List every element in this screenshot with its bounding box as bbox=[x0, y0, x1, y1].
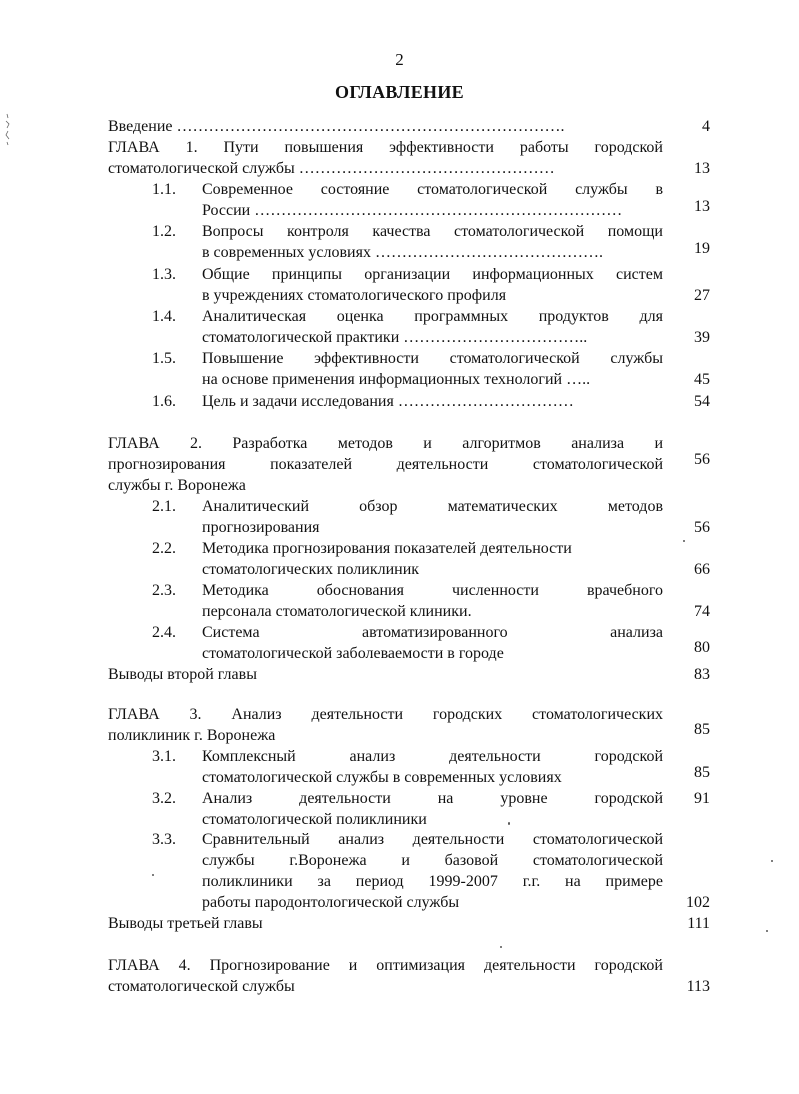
toc-s32-number: 3.2. bbox=[152, 790, 176, 807]
toc-s23-line1: Методика обоснования численности врачебного bbox=[202, 582, 663, 599]
toc-s12-line2: в современных условиях ……………………………………. bbox=[202, 244, 603, 261]
toc-s14-line1: Аналитическая оценка программных продуктов для bbox=[202, 308, 663, 325]
toc-s12-number: 1.2. bbox=[152, 223, 176, 240]
toc-s15-line1: Повышение эффективности стоматологической службы bbox=[202, 350, 663, 367]
toc-ch2-conclusions-page: 83 bbox=[694, 666, 710, 683]
toc-s22-line1: Методика прогнозирования показателей деятельности bbox=[202, 540, 572, 557]
toc-s15-page: 45 bbox=[694, 371, 710, 388]
page-title: ОГЛАВЛЕНИЕ bbox=[335, 82, 464, 102]
toc-ch4-heading-line2: стоматологической службы bbox=[108, 978, 295, 995]
toc-ch1-page: 13 bbox=[694, 160, 710, 177]
toc-s24-line2: стоматологической заболеваемости в городе bbox=[202, 645, 504, 662]
toc-s21-page: 56 bbox=[694, 519, 710, 536]
toc-s13-line2: в учреждениях стоматологического профиля bbox=[202, 287, 507, 304]
toc-s33-line1: Сравнительный анализ деятельности стоматологической bbox=[202, 831, 663, 848]
toc-s21-line2: прогнозирования bbox=[202, 519, 320, 536]
toc-ch2-heading-line3: службы г. Воронежа bbox=[108, 477, 246, 494]
toc-s22-line2: стоматологических поликлиник bbox=[202, 561, 420, 578]
toc-ch1-heading-line2: стоматологической службы ………………………………………… bbox=[108, 160, 555, 177]
toc-s33-line4: работы пародонтологической службы bbox=[202, 894, 460, 911]
toc-s33-number: 3.3. bbox=[152, 831, 176, 848]
toc-s31-page: 85 bbox=[694, 764, 710, 781]
toc-s12-page: 19 bbox=[694, 240, 710, 257]
toc-ch4-page: 113 bbox=[686, 978, 710, 995]
toc-s11-page: 13 bbox=[694, 198, 710, 215]
toc-s23-number: 2.3. bbox=[152, 582, 176, 599]
toc-s32-line1: Анализ деятельности на уровне городской bbox=[202, 790, 663, 807]
toc-s31-number: 3.1. bbox=[152, 748, 176, 765]
toc-s24-number: 2.4. bbox=[152, 624, 176, 641]
toc-s24-line1: Система автоматизированного анализа bbox=[202, 624, 663, 641]
toc-s14-number: 1.4. bbox=[152, 308, 176, 325]
toc-s16-number: 1.6. bbox=[152, 393, 176, 410]
toc-ch2-heading-line1: ГЛАВА 2. Разработка методов и алгоритмов анализа и bbox=[108, 435, 663, 452]
toc-s32-page: 91 bbox=[694, 790, 710, 807]
toc-ch2-conclusions: Выводы второй главы bbox=[108, 666, 257, 683]
page-number: 2 bbox=[395, 50, 404, 69]
toc-ch1-heading-line1: ГЛАВА 1. Пути повышения эффективности работы городской bbox=[108, 139, 663, 156]
toc-s11-line2: России …………………………………………………………… bbox=[202, 202, 623, 219]
toc-s33-line2: службы г.Воронежа и базовой стоматологической bbox=[202, 852, 663, 869]
scan-speck bbox=[508, 822, 510, 825]
toc-s31-line1: Комплексный анализ деятельности городской bbox=[202, 748, 663, 765]
scan-speck bbox=[771, 860, 773, 862]
toc-s24-page: 80 bbox=[694, 639, 710, 656]
toc-s32-line2: стоматологической поликлиники bbox=[202, 811, 427, 828]
toc-ch3-page: 85 bbox=[694, 721, 710, 738]
toc-intro-text: Введение ………………………………………………………………. bbox=[108, 118, 565, 135]
toc-s21-number: 2.1. bbox=[152, 498, 176, 515]
toc-ch2-heading-line2: прогнозирования показателей деятельности стоматологической bbox=[108, 456, 663, 473]
toc-s31-line2: стоматологической службы в современных условиях bbox=[202, 769, 562, 786]
toc-s16-page: 54 bbox=[694, 393, 710, 410]
scan-speck bbox=[766, 930, 768, 932]
toc-s23-line2: персонала стоматологической клиники. bbox=[202, 603, 472, 620]
toc-s15-line2: на основе применения информационных технологий ….. bbox=[202, 371, 591, 388]
toc-s13-line1: Общие принципы организации информационных систем bbox=[202, 266, 663, 283]
toc-s22-number: 2.2. bbox=[152, 540, 176, 557]
toc-s23-page: 74 bbox=[694, 603, 710, 620]
toc-ch2-page: 56 bbox=[694, 451, 710, 468]
toc-s14-page: 39 bbox=[694, 329, 710, 346]
scan-speck bbox=[152, 874, 154, 876]
toc-s13-page: 27 bbox=[694, 287, 710, 304]
toc-s33-page: 102 bbox=[686, 894, 710, 911]
toc-s15-number: 1.5. bbox=[152, 350, 176, 367]
toc-s22-page: 66 bbox=[694, 561, 710, 578]
toc-s12-line1: Вопросы контроля качества стоматологической помощи bbox=[202, 223, 663, 240]
toc-intro-page: 4 bbox=[702, 118, 710, 135]
toc-ch3-heading-line2: поликлиник г. Воронежа bbox=[108, 727, 276, 744]
toc-ch3-heading-line1: ГЛАВА 3. Анализ деятельности городских стоматологических bbox=[108, 706, 663, 723]
toc-ch3-conclusions: Выводы третьей главы bbox=[108, 915, 263, 932]
toc-s21-line1: Аналитический обзор математических методов bbox=[202, 498, 663, 515]
toc-s13-number: 1.3. bbox=[152, 266, 176, 283]
toc-ch3-conclusions-page: 111 bbox=[687, 915, 710, 932]
toc-ch4-heading-line1: ГЛАВА 4. Прогнозирование и оптимизация деятельности городской bbox=[108, 957, 663, 974]
toc-s33-line3: поликлиники за период 1999-2007 г.г. на примере bbox=[202, 873, 663, 890]
toc-s16-line1: Цель и задачи исследования …………………………… bbox=[202, 393, 574, 410]
scan-speck bbox=[500, 946, 502, 948]
toc-s11-number: 1.1. bbox=[152, 181, 176, 198]
toc-s11-line1: Современное состояние стоматологической службы в bbox=[202, 181, 663, 198]
margin-scribble bbox=[4, 112, 12, 146]
scan-speck bbox=[683, 540, 685, 542]
toc-s14-line2: стоматологической практики …………………………….. bbox=[202, 329, 588, 346]
